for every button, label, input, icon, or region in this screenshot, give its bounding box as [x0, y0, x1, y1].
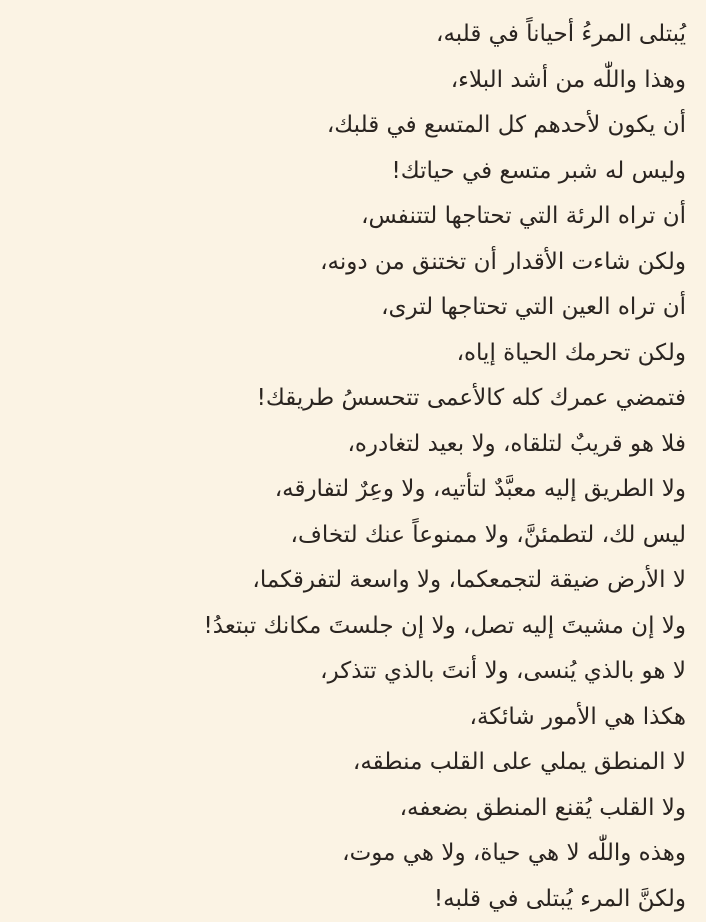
poem-line-10: فلا هو قريبٌ لتلقاه، ولا بعيد لتغادره، [10, 422, 686, 468]
poem-line-6: ولكن شاءت الأقدار أن تختنق من دونه، [10, 240, 686, 286]
poem-line-13: لا الأرض ضيقة لتجمعكما، ولا واسعة لتفرقكما، [10, 558, 686, 604]
poem-line-4: وليس له شبر متسع في حياتك! [10, 149, 686, 195]
poem-line-16: هكذا هي الأمور شائكة، [10, 695, 686, 741]
poem-line-8: ولكن تحرمك الحياة إياه، [10, 331, 686, 377]
poem-line-11: ولا الطريق إليه معبَّدٌ لتأتيه، ولا وعِرٌ لتفارقه، [10, 467, 686, 513]
poem-line-12: ليس لك، لتطمئنَّ، ولا ممنوعاً عنك لتخاف، [10, 513, 686, 559]
poem-line-7: أن تراه العين التي تحتاجها لترى، [10, 285, 686, 331]
poem-line-5: أن تراه الرئة التي تحتاجها لتتنفس، [10, 194, 686, 240]
poem-line-2: وهذا واللّٰه من أشد البلاء، [10, 58, 686, 104]
poem-line-3: أن يكون لأحدهم كل المتسع في قلبك، [10, 103, 686, 149]
poem-line-17: لا المنطق يملي على القلب منطقه، [10, 740, 686, 786]
poem-line-15: لا هو بالذي يُنسى، ولا أنتَ بالذي تتذكر، [10, 649, 686, 695]
poem-line-1: يُبتلى المرءُ أحياناً في قلبه، [10, 12, 686, 58]
poem-line-20: ولكنَّ المرء يُبتلى في قلبه! [10, 877, 686, 922]
poem-line-14: ولا إن مشيتَ إليه تصل، ولا إن جلستَ مكانك تبتعدُ! [10, 604, 686, 650]
poem-line-19: وهذه واللّٰه لا هي حياة، ولا هي موت، [10, 831, 686, 877]
poem-line-18: ولا القلب يُقنع المنطق بضعفه، [10, 786, 686, 832]
poem-line-9: فتمضي عمرك كله كالأعمى تتحسسُ طريقك! [10, 376, 686, 422]
poem-text [10, 12, 686, 922]
